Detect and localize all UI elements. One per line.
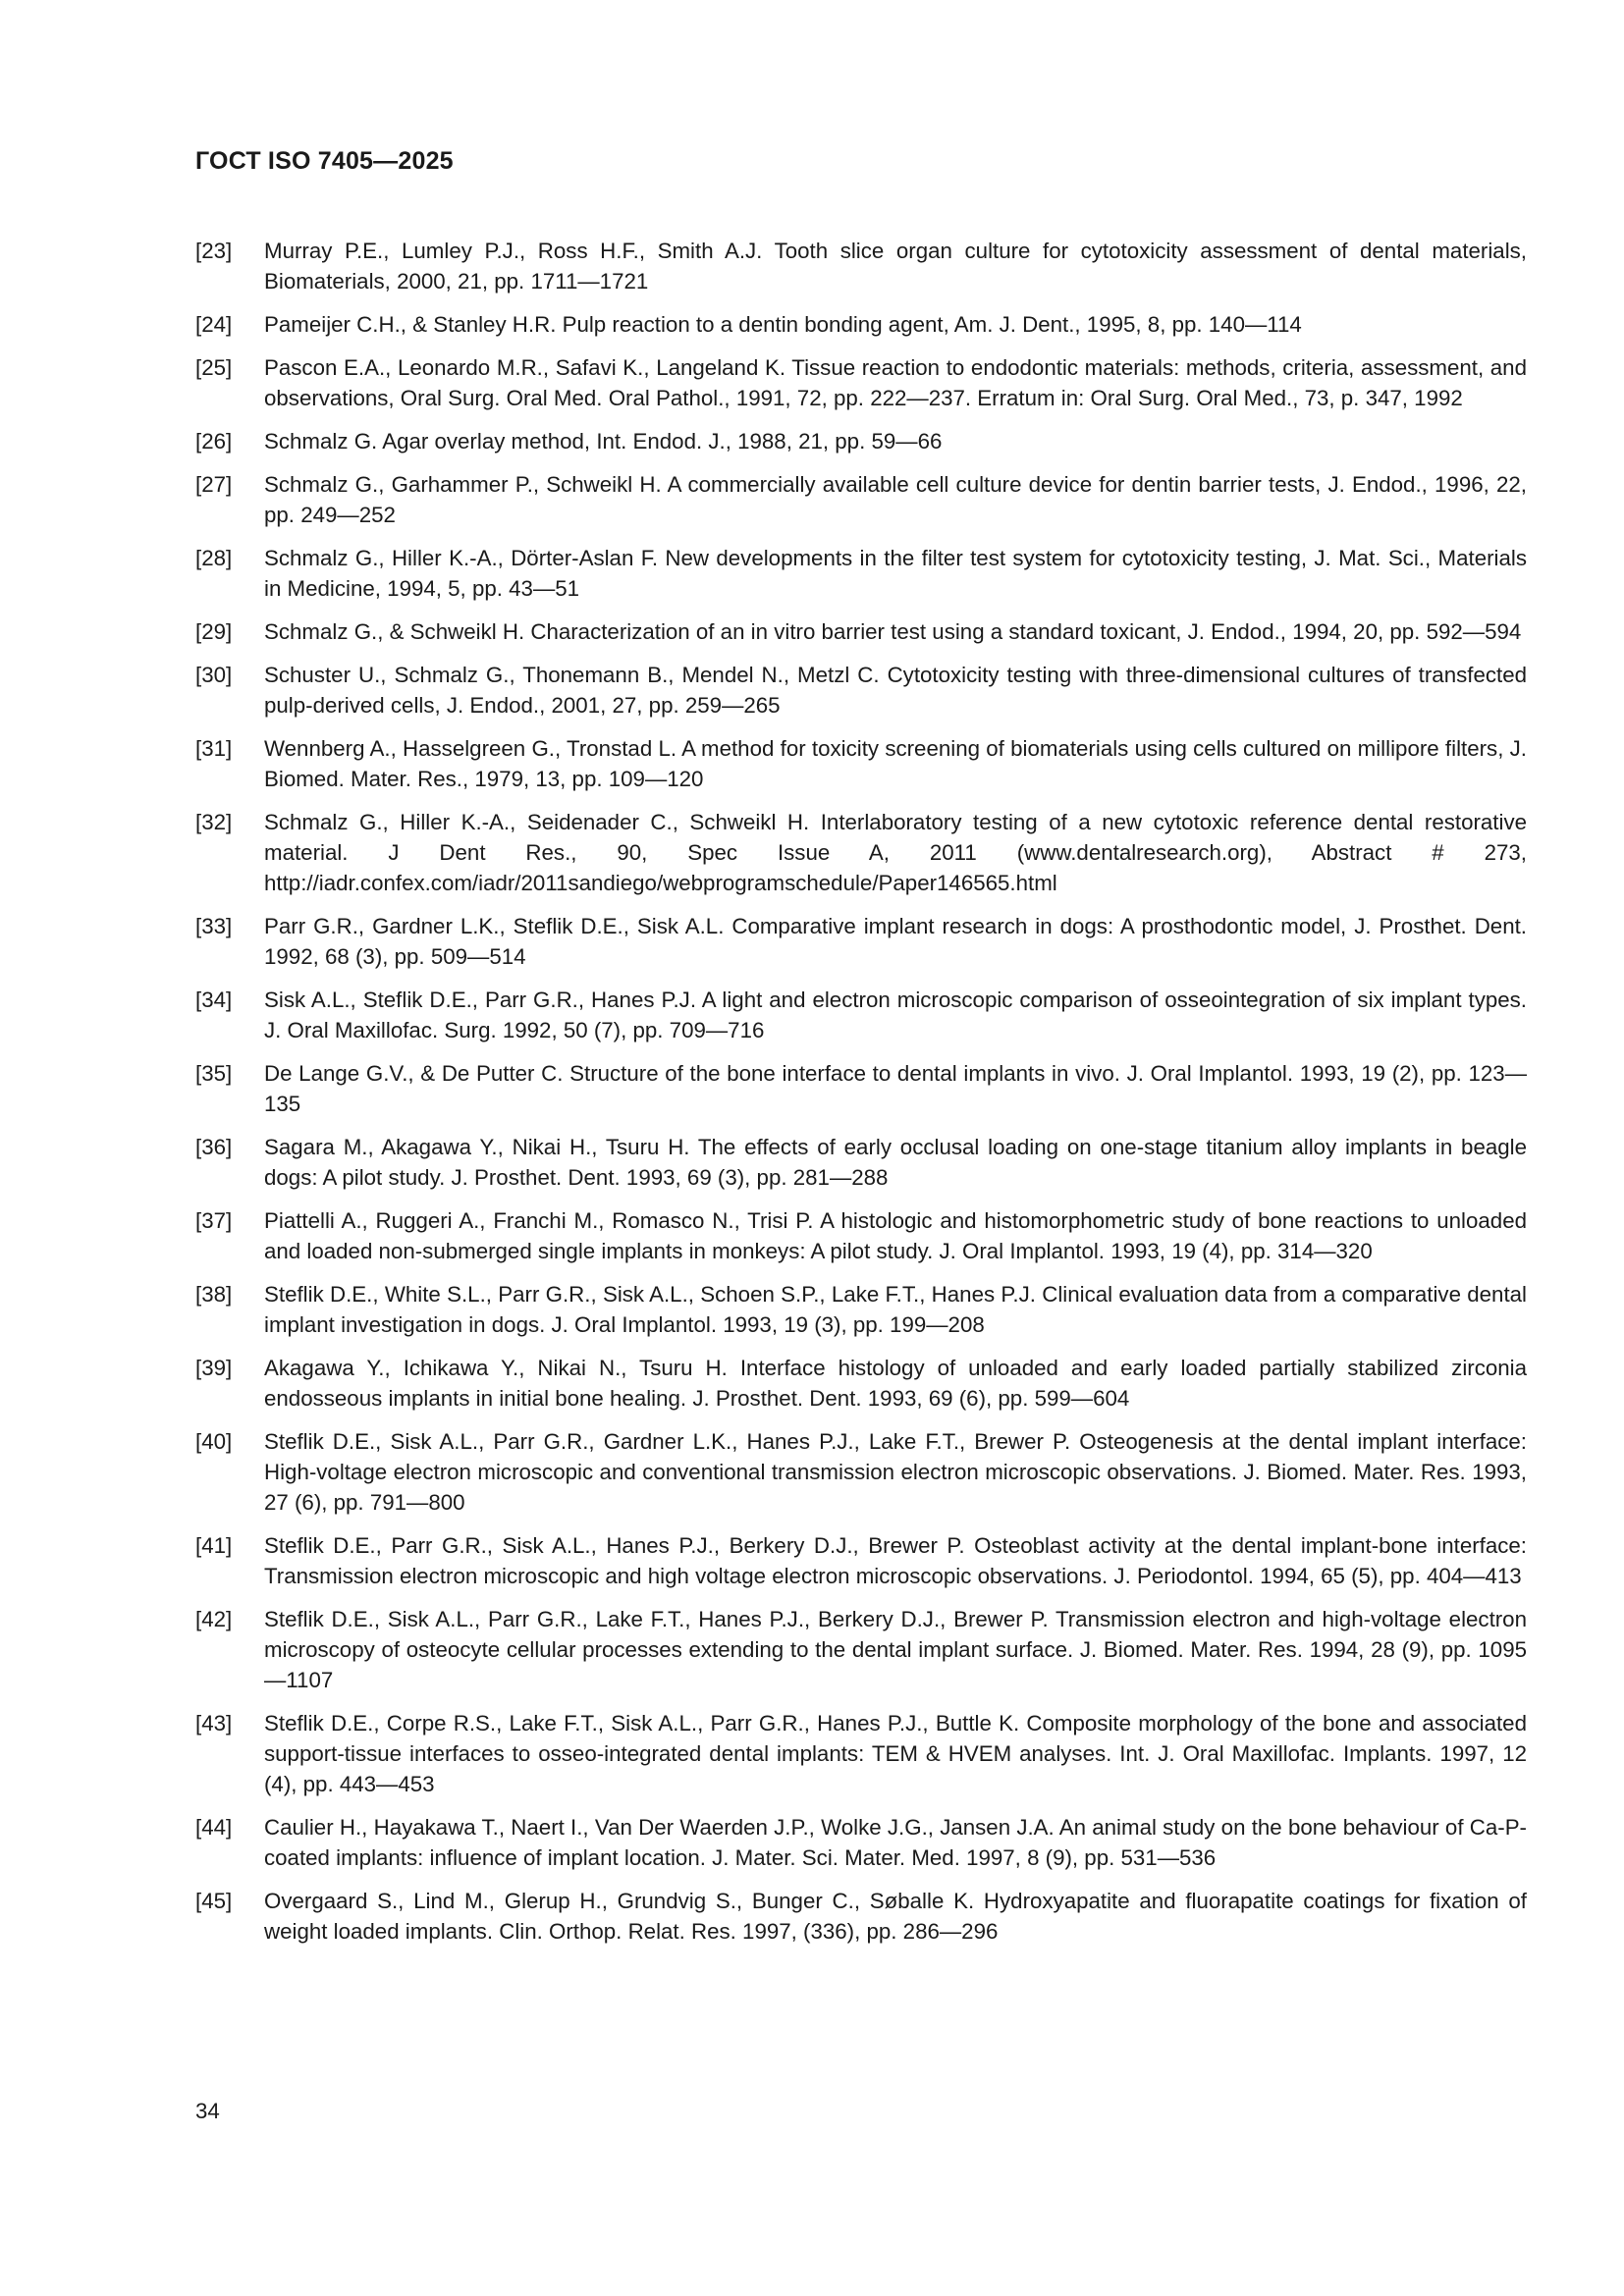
reference-number: [45]	[195, 1889, 233, 1913]
reference-text: Parr G.R., Gardner L.K., Steflik D.E., Sisk A.L. Comparative implant research in dogs: A prosthodontic model, J. Prosthet. Dent. 1992, 68 (3), pp. 509—514	[264, 914, 1527, 969]
reference-text: Murray P.E., Lumley P.J., Ross H.F., Smith A.J. Tooth slice organ culture for cytotoxicity assessment of dental materials, Biomaterials, 2000, 21, pp. 1711—1721	[264, 239, 1527, 294]
reference-number: [28]	[195, 546, 233, 570]
reference-number: [37]	[195, 1208, 233, 1233]
reference-item	[195, 1530, 1527, 1591]
reference-text: Schmalz G., & Schweikl H. Characterization of an in vitro barrier test using a standard toxicant, J. Endod., 1994, 20, pp. 592—594	[264, 619, 1522, 644]
reference-item	[195, 426, 1527, 456]
reference-text: Steflik D.E., Sisk A.L., Parr G.R., Gardner L.K., Hanes P.J., Lake F.T., Brewer P. Osteogenesis at the dental implant interface: High-voltage electron microscopic and conventional transmission electron microscopic observations. J. Biomed. Mater. Res. 1993, 27 (6), pp. 791—800	[264, 1429, 1527, 1515]
reference-text: Steflik D.E., Corpe R.S., Lake F.T., Sisk A.L., Parr G.R., Hanes P.J., Buttle K. Composite morphology of the bone and associated support-tissue interfaces to osseo-integrated dental implants: TEM & HVEM analyses. Int. J. Oral Maxillofac. Implants. 1997, 12 (4), pp. 443—453	[264, 1711, 1527, 1796]
reference-item	[195, 1353, 1527, 1414]
reference-number: [40]	[195, 1429, 233, 1454]
reference-text: Schmalz G., Hiller K.-A., Dörter-Aslan F. New developments in the filter test system for cytotoxicity testing, J. Mat. Sci., Materials in Medicine, 1994, 5, pp. 43—51	[264, 546, 1527, 601]
reference-number: [29]	[195, 619, 233, 644]
reference-number: [34]	[195, 988, 233, 1012]
reference-number: [27]	[195, 472, 233, 497]
reference-number: [26]	[195, 429, 233, 454]
reference-item	[195, 469, 1527, 530]
reference-number: [31]	[195, 736, 233, 761]
reference-text: Sisk A.L., Steflik D.E., Parr G.R., Hanes P.J. A light and electron microscopic comparison of osseointegration of six implant types. J. Oral Maxillofac. Surg. 1992, 50 (7), pp. 709—716	[264, 988, 1527, 1042]
reference-number: [35]	[195, 1061, 233, 1086]
reference-number: [32]	[195, 810, 233, 834]
reference-text: Steflik D.E., Sisk A.L., Parr G.R., Lake F.T., Hanes P.J., Berkery D.J., Brewer P. Transmission electron and high-voltage electron microscopy of osteocyte cellular processes extending to the dental implant surface. J. Biomed. Mater. Res. 1994, 28 (9), pp. 1095—1107	[264, 1607, 1527, 1692]
reference-text: Wennberg A., Hasselgreen G., Tronstad L. A method for toxicity screening of biomaterials using cells cultured on millipore filters, J. Biomed. Mater. Res., 1979, 13, pp. 109—120	[264, 736, 1527, 791]
reference-text: Schmalz G., Hiller K.-A., Seidenader C., Schweikl H. Interlaboratory testing of a new cytotoxic reference dental restorative material. J Dent Res., 90, Spec Issue A, 2011 (www.dentalresearch.org), Abstract # 273, http://iadr.confex.com/iadr/2011sandiego/webprogramschedule/Paper146565.html	[264, 810, 1527, 895]
reference-item	[195, 616, 1527, 647]
reference-text: De Lange G.V., & De Putter C. Structure of the bone interface to dental implants in vivo. J. Oral Implantol. 1993, 19 (2), pp. 123—135	[264, 1061, 1527, 1116]
reference-item	[195, 660, 1527, 721]
reference-item	[195, 1058, 1527, 1119]
reference-number: [41]	[195, 1533, 233, 1558]
reference-item	[195, 911, 1527, 972]
reference-item	[195, 543, 1527, 604]
reference-number: [42]	[195, 1607, 233, 1631]
page-header-standard-title: ГОСТ ISO 7405—2025	[195, 147, 454, 175]
reference-item	[195, 1279, 1527, 1340]
reference-number: [39]	[195, 1356, 233, 1380]
reference-text: Pascon E.A., Leonardo M.R., Safavi K., Langeland K. Tissue reaction to endodontic materials: methods, criteria, assessment, and observations, Oral Surg. Oral Med. Oral Pathol., 1991, 72, pp. 222—237. Erratum in: Oral Surg. Oral Med., 73, p. 347, 1992	[264, 355, 1527, 410]
reference-item	[195, 1886, 1527, 1947]
reference-item	[195, 1604, 1527, 1695]
reference-text: Steflik D.E., Parr G.R., Sisk A.L., Hanes P.J., Berkery D.J., Brewer P. Osteoblast activity at the dental implant-bone interface: Transmission electron microscopic and high voltage electron microscopic observations. J. Periodontol. 1994, 65 (5), pp. 404—413	[264, 1533, 1527, 1588]
reference-number: [24]	[195, 312, 233, 337]
reference-item	[195, 1132, 1527, 1193]
reference-item	[195, 1812, 1527, 1873]
reference-number: [25]	[195, 355, 233, 380]
reference-item	[195, 807, 1527, 898]
reference-item	[195, 309, 1527, 340]
reference-number: [43]	[195, 1711, 233, 1735]
reference-text: Schmalz G., Garhammer P., Schweikl H. A commercially available cell culture device for dentin barrier tests, J. Endod., 1996, 22, pp. 249—252	[264, 472, 1527, 527]
page-number: 34	[195, 2099, 220, 2123]
reference-text: Pameijer C.H., & Stanley H.R. Pulp reaction to a dentin bonding agent, Am. J. Dent., 1995, 8, pp. 140—114	[264, 312, 1302, 337]
reference-text: Piattelli A., Ruggeri A., Franchi M., Romasco N., Trisi P. A histologic and histomorphometric study of bone reactions to unloaded and loaded non-submerged single implants in monkeys: A pilot study. J. Oral Implantol. 1993, 19 (4), pp. 314—320	[264, 1208, 1527, 1263]
reference-number: [33]	[195, 914, 233, 938]
reference-text: Akagawa Y., Ichikawa Y., Nikai N., Tsuru H. Interface histology of unloaded and early loaded partially stabilized zirconia endosseous implants in initial bone healing. J. Prosthet. Dent. 1993, 69 (6), pp. 599—604	[264, 1356, 1527, 1411]
reference-text: Caulier H., Hayakawa T., Naert I., Van Der Waerden J.P., Wolke J.G., Jansen J.A. An animal study on the bone behaviour of Ca-P-coated implants: influence of implant location. J. Mater. Sci. Mater. Med. 1997, 8 (9), pp. 531—536	[264, 1815, 1527, 1870]
reference-text: Steflik D.E., White S.L., Parr G.R., Sisk A.L., Schoen S.P., Lake F.T., Hanes P.J. Clinical evaluation data from a comparative dental implant investigation in dogs. J. Oral Implantol. 1993, 19 (3), pp. 199—208	[264, 1282, 1527, 1337]
reference-number: [44]	[195, 1815, 233, 1840]
reference-number: [30]	[195, 663, 233, 687]
reference-number: [23]	[195, 239, 233, 263]
reference-number: [36]	[195, 1135, 233, 1159]
reference-item	[195, 352, 1527, 413]
reference-item	[195, 985, 1527, 1045]
reference-item	[195, 1708, 1527, 1799]
reference-number: [38]	[195, 1282, 233, 1307]
reference-item	[195, 236, 1527, 296]
reference-text: Sagara M., Akagawa Y., Nikai H., Tsuru H. The effects of early occlusal loading on one-stage titanium alloy implants in beagle dogs: A pilot study. J. Prosthet. Dent. 1993, 69 (3), pp. 281—288	[264, 1135, 1527, 1190]
reference-text: Schmalz G. Agar overlay method, Int. Endod. J., 1988, 21, pp. 59—66	[264, 429, 943, 454]
reference-text: Schuster U., Schmalz G., Thonemann B., Mendel N., Metzl C. Cytotoxicity testing with three-dimensional cultures of transfected pulp-derived cells, J. Endod., 2001, 27, pp. 259—265	[264, 663, 1527, 718]
reference-item	[195, 1426, 1527, 1518]
reference-item	[195, 1205, 1527, 1266]
reference-list	[195, 236, 1527, 1959]
reference-item	[195, 733, 1527, 794]
reference-text: Overgaard S., Lind M., Glerup H., Grundvig S., Bunger C., Søballe K. Hydroxyapatite and fluorapatite coatings for fixation of weight loaded implants. Clin. Orthop. Relat. Res. 1997, (336), pp. 286—296	[264, 1889, 1527, 1944]
